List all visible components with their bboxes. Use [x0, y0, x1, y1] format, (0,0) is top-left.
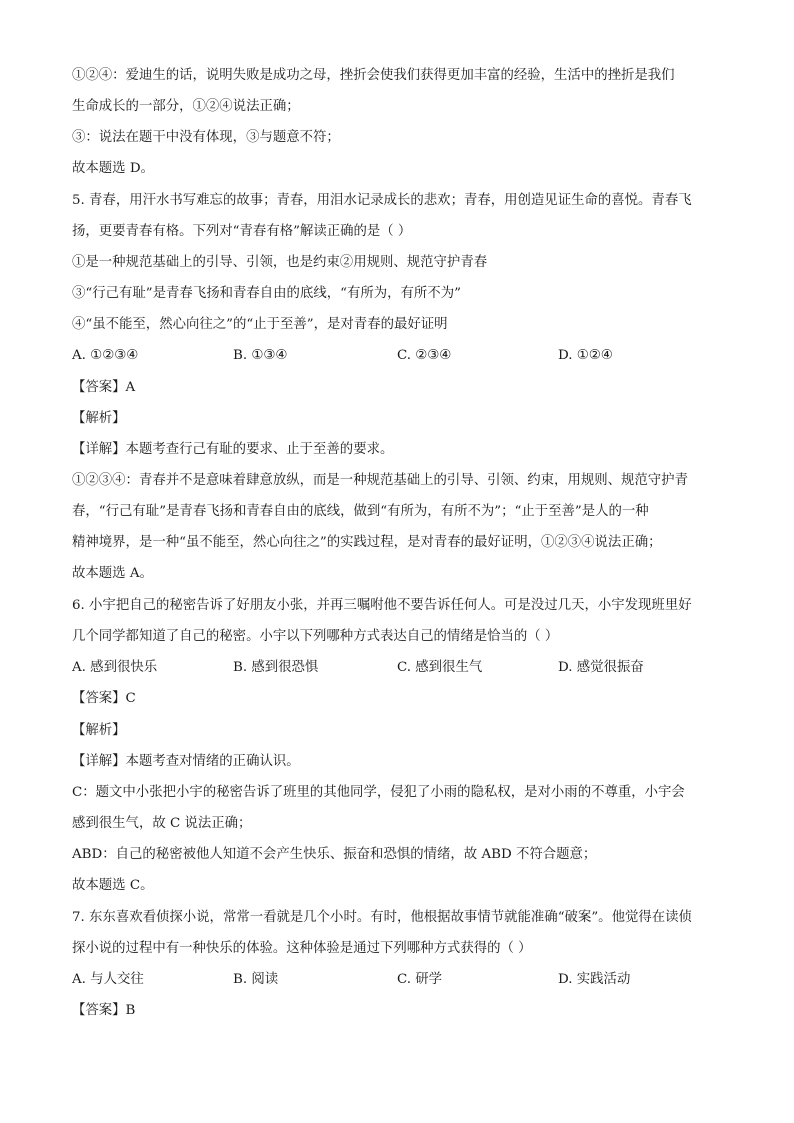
analysis-label: 【解析】 — [72, 723, 126, 738]
detail-text: 【详解】本题考查对情绪的正确认识。 — [72, 754, 300, 769]
explanation-line: ①②③④：青春并不是意味着肆意放纵，而是一种规范基础上的引导、引领、约束，用规则、规范守护青 — [72, 473, 688, 488]
question-5-stem: 5. 青春，用汗水书写难忘的故事；青春，用泪水记录成长的悲欢；青春，用创造见证生命的喜悦。青春飞 — [72, 193, 692, 208]
question-6-option-b: B. 感到很恐惧 — [233, 660, 319, 675]
text-line: 故本题选 D。 — [72, 161, 154, 176]
text-line: ①②④：爱迪生的话，说明失败是成功之母，挫折会使我们获得更加丰富的经验，生活中的挫折是我们 — [72, 68, 675, 83]
question-5-option-d: D. ①②④ — [558, 348, 613, 363]
question-5-option-c: C. ②③④ — [397, 348, 452, 363]
question-5-stem: 扬，更要青春有格。下列对“青春有格”解读正确的是（ ） — [72, 224, 412, 239]
question-5-statement: ③“行己有耻”是青春飞扬和青春自由的底线，“有所为，有所不为” — [72, 286, 461, 301]
question-5-statement: ④“虽不能至，然心向往之”的“止于至善”，是对青春的最好证明 — [72, 317, 448, 332]
question-7-option-d: D. 实践活动 — [558, 972, 631, 987]
question-5-option-a: A. ①②③④ — [72, 348, 139, 363]
text-line: ③：说法在题干中没有体现，③与题意不符； — [72, 130, 340, 145]
question-6-option-c: C. 感到很生气 — [397, 660, 483, 675]
answer-label: 【答案】B — [72, 1003, 136, 1018]
question-7-option-a: A. 与人交往 — [72, 972, 144, 987]
answer-label: 【答案】C — [72, 691, 136, 706]
question-5-option-b: B. ①③④ — [233, 348, 288, 363]
question-7-stem: 7. 东东喜欢看侦探小说，常常一看就是几个小时。有时，他根据故事情节就能准确“破案”。他觉得在读侦 — [72, 910, 692, 925]
detail-text: 【详解】本题考查行己有耻的要求、止于至善的要求。 — [72, 442, 394, 457]
explanation-line: 春，“行己有耻”是青春飞扬和青春自由的底线，做到“有所为，有所不为”；“止于至善”是人的一种 — [72, 504, 649, 519]
question-6-option-d: D. 感觉很振奋 — [558, 660, 644, 675]
question-5-statement: ①是一种规范基础上的引导、引领，也是约束②用规则、规范守护青春 — [72, 255, 488, 270]
question-6-option-a: A. 感到很快乐 — [72, 660, 158, 675]
question-6-stem: 几个同学都知道了自己的秘密。小宇以下列哪种方式表达自己的情绪是恰当的（ ） — [72, 629, 559, 644]
explanation-line: 故本题选 A。 — [72, 566, 153, 581]
explanation-line: 故本题选 C。 — [72, 878, 154, 893]
explanation-line: C：题文中小张把小宇的秘密告诉了班里的其他同学，侵犯了小雨的隐私权，是对小雨的不尊重，小宇会 — [72, 785, 685, 800]
explanation-line: ABD：自己的秘密被他人知道不会产生快乐、振奋和恐惧的情绪，故 ABD 不符合题意； — [72, 847, 597, 862]
answer-label: 【答案】A — [72, 380, 136, 395]
question-6-stem: 6. 小宇把自己的秘密告诉了好朋友小张，并再三嘱咐他不要告诉任何人。可是没过几天，小宇发现班里好 — [72, 598, 692, 613]
analysis-label: 【解析】 — [72, 411, 126, 426]
explanation-line: 精神境界，是一种“虽不能至，然心向往之”的实践过程，是对青春的最好证明，①②③④说法正确； — [72, 535, 662, 550]
question-7-option-b: B. 阅读 — [233, 972, 279, 987]
explanation-line: 感到很生气，故 C 说法正确； — [72, 816, 252, 831]
text-line: 生命成长的一部分，①②④说法正确； — [72, 99, 300, 114]
question-7-option-c: C. 研学 — [397, 972, 443, 987]
question-7-stem: 探小说的过程中有一种快乐的体验。这种体验是通过下列哪种方式获得的（ ） — [72, 941, 532, 956]
